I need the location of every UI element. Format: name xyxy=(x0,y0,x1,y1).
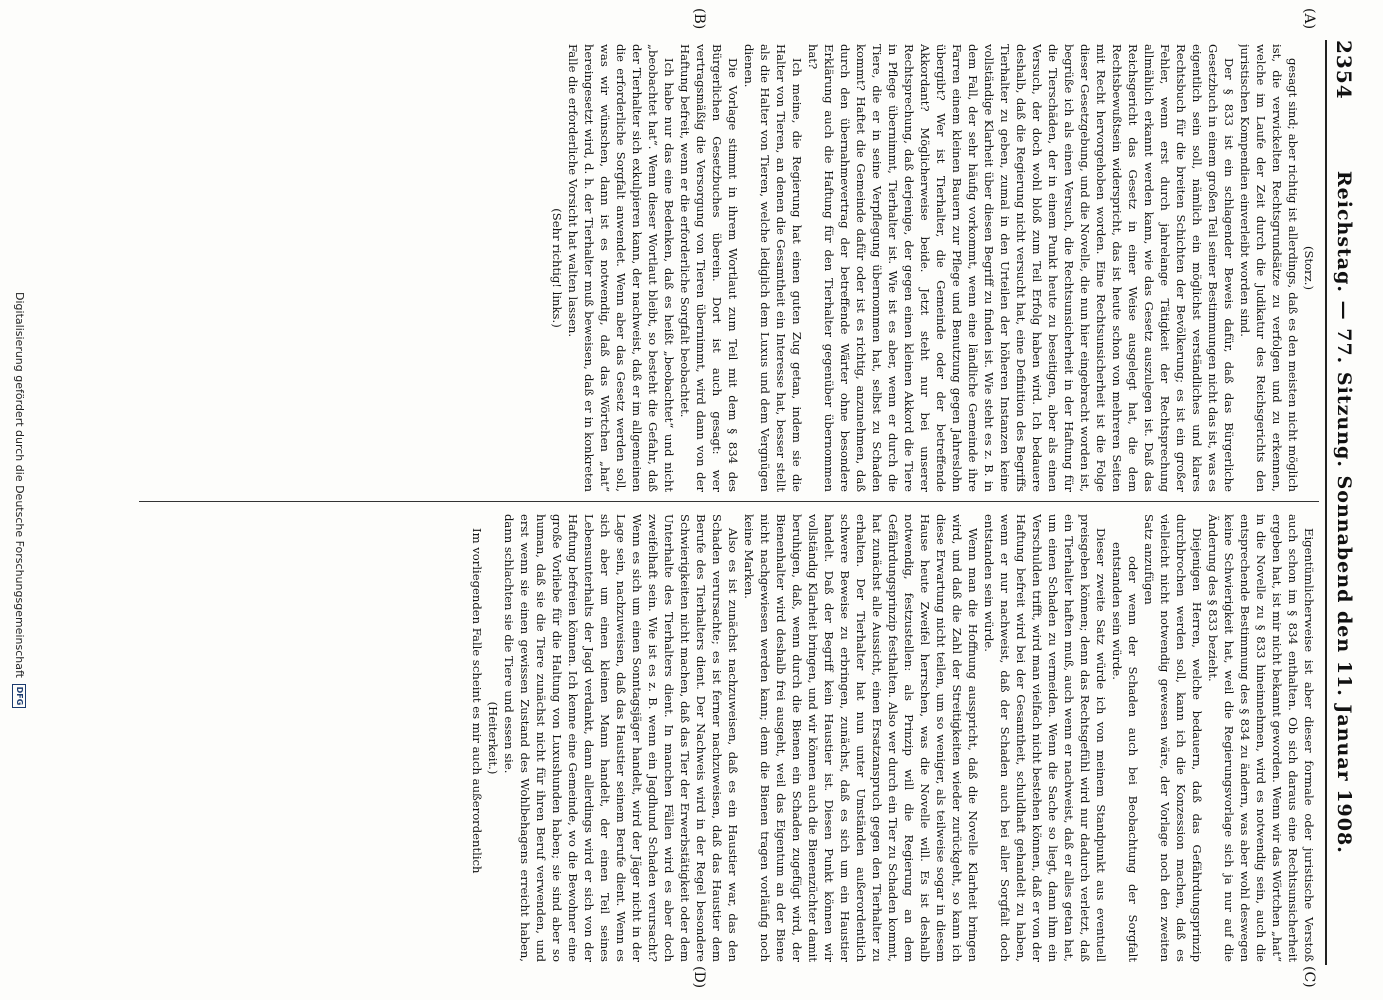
interjection: (Sehr richtig! links.) xyxy=(550,208,564,328)
margin-letter-a: (A) xyxy=(1301,8,1317,30)
margin-letter-d: (D) xyxy=(691,966,707,989)
page-title: Reichstag. — 77. Sitzung. Sonnabend den 11. Januar 1908. xyxy=(1333,170,1355,854)
interjection: (Heiterkeit.) xyxy=(486,701,500,775)
paragraph: Der § 833 ist ein schlagender Beweis dafür, daß das Bürgerliche Gesetzbuch in einem großen Teil seiner Bestimmungen nicht das ist, was es eigentlich sein soll, nämlich ein möglichst verständliches und klares Rechtsbuch für die breiten Schichten der Bevölkerung; es ist ein großer Fehler, wenn erst durch jahrelange Tätigkeit der Rechtsprechung allmählich erkannt werden kann, wie das Gesetz auszulegen ist. Daß das Reichsgericht das Gesetz in einer Weise ausgelegt hat, die dem Rechtsbewußtsein widerspricht, das ist heute schon von mehreren Seiten mit Recht hervorgehoben worden. Eine Rechtsunsicherheit ist die Folge dieser Gesetzgebung, und die Novelle, die nun hier eingebracht worden ist, begrüße ich als einen Versuch, die Rechtsunsicherheit in der Haftung für die Tierschäden, der in einem Punkt heute zu beseitigen, aber als einen Versuch, der doch wohl bloß zum Teil Erfolg haben wird. Ich bedauere deshalb, daß die Regierung nicht versucht hat, eine Definition des Begriffs Tierhalter zu geben, zumal in den Urteilen der höheren Instanzen keine vollständige Klarheit über diesen Begriff zu finden ist. Wie steht es z. B. in dem Fall, der sehr häufig vorkommt, wenn eine ländliche Gemeinde ihre Farren einem kleinen Bauern zur Pflege und Benutzung gegen Jahreslohn übergibt? Wer ist Tierhalter, die Gemeinde oder der betreffende Akkordant? Möglicherweise beide. Jetzt steht nur bei unserer Rechtsprechung, daß derjenige, der gegen einen kleinen Akkord die Tiere in Pflege übernimmt, Tierhalter ist. Wie ist es aber, wenn er durch die Tiere, die er in seine Verpflegung übernommen hat, selbst zu Schaden kommt? Haftet die Gemeinde dafür oder ist es richtig, anzunehmen, daß durch den übernahmevertrag der betreffende Wärter ohne besondere Erklärung auch die Haftung für den Tierhalter gegenüber übernommen hat? xyxy=(806,44,1236,492)
right-column xyxy=(132,514,1317,962)
quoted-clause: oder wenn der Schaden auch bei Beobachtung der Sorgfalt entstanden sein würde. xyxy=(1110,542,1140,962)
paragraph: Dieser zweite Satz würde ich von meinem Standpunkt aus eventuell preisgeben können; denn das Rechtsgefühl wird nur dadurch verletzt, daß ein Tierhalter haften muß, auch wenn er nachweist, daß er alles getan hat, um einen Schaden zu vermeiden. Wenn die Sache so liegt, dann ihm ein Verschulden trifft, wird man vielfach nicht bestehen können, daß er von der Haftung befreit wird bei der Gesamtheit, schuldhaft gehandelt zu haben, wenn er nur nachweist, daß der Schaden auch bei aller Sorgfalt doch entstanden sein würde. xyxy=(982,514,1108,962)
paragraph: Ich meine, die Regierung hat einen guten Zug getan, indem sie die Halter von Tieren, an denen die Gesamtheit ein Interesse hat, besser stellt als die Halter von Tieren, welche lediglich dem Luxus und dem Vergnügen dienen. xyxy=(742,44,804,492)
paragraph: Diejenigen Herren, welche bedauern, daß das Gefährdungsprinzip durchbrochen werden soll, kann ich die Konzession machen, daß es vielleicht nicht notwendig gewesen wäre, der Vorlage noch den zweiten Satz anzufügen xyxy=(1142,514,1204,962)
paragraph: Also es ist zunächst nachzuweisen, daß es ein Haustier war, das den Schaden verursachte; es ist ferner nachzuweisen, daß das Haustier dem Berufe des Tierhalters dient. Der Nachweis wird in der Regel besondere Schwierigkeiten nicht machen, daß das Tier der Erwerbstätigkeit oder dem Unterhalte des Tierhalters dient. In manchen Fällen wird es aber doch zweifelhaft sein. Wie ist es z. B. wenn ein Jagdhund Schaden verursacht? Wenn es sich um einen Sonntagsjäger handelt, wird der Jäger nicht in der Lage sein, nachzuweisen, daß das Haustier seinem Berufe dient. Wenn es sich aber um einen kleinen Mann handelt, der einen Teil seines Lebensunterhalts der Jagd verdankt, dann allerdings wird er sich von der Haftung befreien können. Ich kenne eine Gemeinde, wo die Bewohner eine große Vorliebe für die Haltung von Luxushunden haben; sie sind aber so human, daß sie die Tiere zunächst nicht für ihren Beruf verwenden, und erst wenn sie einen gewissen Zustand des Wohlbehagens erreicht haben, dann schlachten sie die Tiere und essen sie. xyxy=(502,514,740,962)
paragraph: Im vorliegenden Falle scheint es mir auch außerordentlich xyxy=(470,528,484,874)
page-footer xyxy=(12,0,31,1000)
left-column xyxy=(132,44,1317,492)
margin-letter-b: (B) xyxy=(691,8,707,30)
margin-letter-c: (C) xyxy=(1301,966,1317,988)
footer-credit: Digitalisierung gefördert durch die Deutsche Forschungsgemeinschaft xyxy=(13,292,26,678)
speaker-name: (Storz.) xyxy=(1302,246,1316,290)
paragraph: Eigentümlicherweise ist aber dieser formale oder juristische Verstoß auch schon im § 834 enthalten. Ob sich daraus eine Rechtsunsicherheit ergeben hat, ist mir nicht bekannt geworden. Wenn wir das Wörtchen „hat“ in die Novelle zu § 833 hineinnehmen, wird es notwendig sein, auch die entsprechende Bestimmung des § 834 zu ändern, was aber wohl deswegen keine Schwierigkeit hat, weil die Regierungsvorlage sich ja nur auf die Änderung des § 833 bezieht. xyxy=(1206,514,1316,962)
page-header xyxy=(1325,40,1361,965)
dfg-logo-icon: DFG xyxy=(13,684,27,708)
column-divider xyxy=(139,501,1319,502)
page-number: 2354 xyxy=(1332,40,1356,100)
paragraph: gesagt sind; aber richtig ist allerdings, daß es den meisten nicht möglich ist, die verwickelten Rechtsgrundsätze zu verfolgen und zu erkennen, welche im Laufe der Zeit durch die Judikatur des Reichsgerichts den juristischen Kompendien einverleibt worden sind. xyxy=(1238,44,1300,492)
paragraph: Ich habe nur das eine Bedenken, daß es heißt „beobachtet“ und nicht „beobachtet hat“. Wenn dieser Wortlaut bleibt, so besteht die Gefahr, daß der Tierhalter sich exkulpieren kann, der nachweist, daß er im allgemeinen die erforderliche Sorgfalt anwendet. Wenn aber das Gesetz werden soll, was wir wünschen, dann ist es notwendig, daß das Wörtchen „hat“ hereingesetzt wird, d. h. der Tierhalter muß beweisen, daß er in konkreten Falle die erforderliche Vorsicht hat walten lassen. xyxy=(566,44,676,492)
paragraph: Die Vorlage stimmt in ihrem Wortlaut zum Teil mit dem § 834 des Bürgerlichen Gesetzbuches überein. Dort ist auch gesagt: wer vertragsmäßig die Versorgung von Tieren übernimmt, wird dann von der Haftung befreit, wenn er die erforderliche Sorgfalt beobachtet. xyxy=(678,44,740,492)
paragraph: Wenn man die Hoffnung ausspricht, daß die Novelle Klarheit bringen wird, und daß die Zahl der Streitigkeiten wieder zurückgeht, so kann ich diese Erwartung nicht teilen, um so weniger, als teilweise sogar in diesem Hause heute Zweifel herrschen, was die Novelle will. Es ist deshalb notwendig, festzustellen: als Prinzip will die Regierung an dem Gefährdungsprinzip festhalten. Also wer durch ein Tier zu Schaden kommt, hat zunächst alle Aussicht, einen Ersatzanspruch gegen den Tierhalter zu erhalten. Der Tierhalter hat nun unter Umständen außerordentlich schwere Beweise zu erbringen, zunächst, daß es sich um ein Haustier handelt. Daß der Begriff kein Haustier ist. Diesen Punkt können wir vollständig Klarheit bringen, und wir können auch die Bienenzüchter damit beruhigen, daß, wenn durch die Bienen ein Schaden zugefügt wird, der Bienenhalter wird deshalb frei ausgeht, weil das Eigentum an der Biene nicht nachgewiesen werden kann; denn die Bienen tragen vorläufig noch keine Marken. xyxy=(742,514,980,962)
